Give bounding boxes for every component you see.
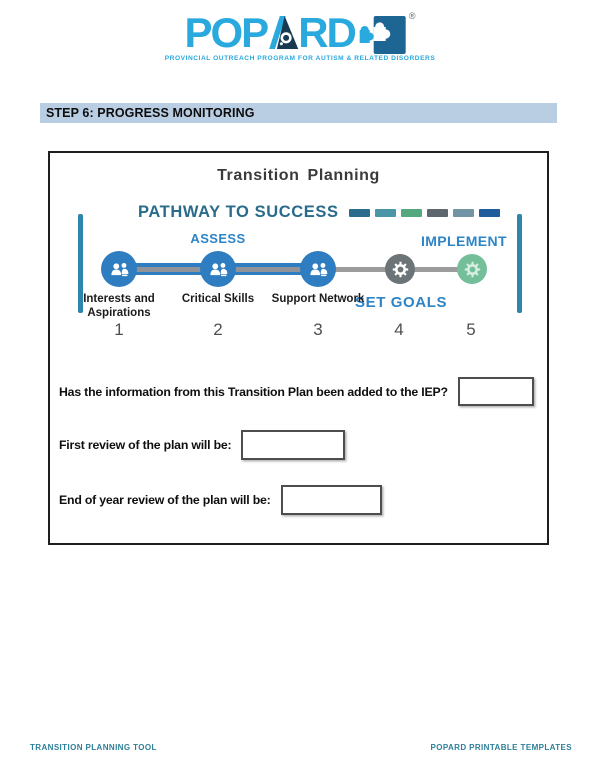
step-number-5: 5 — [466, 320, 476, 339]
gear-icon — [392, 261, 409, 278]
people-icon — [308, 262, 329, 277]
timeline-right-cap — [517, 214, 522, 313]
logo-brand-row — [184, 9, 416, 56]
first-review-input[interactable] — [241, 430, 345, 460]
step-number-4: 4 — [394, 320, 404, 339]
footer-source-label: POPARD PRINTABLE TEMPLATES — [430, 743, 572, 752]
logo-brand-rd: RD — [298, 9, 355, 56]
popard-logo — [164, 9, 436, 62]
gear-icon — [464, 261, 481, 278]
puzzle-piece-icon — [359, 14, 407, 56]
node-label-support-network: Support Network — [271, 293, 365, 305]
stage-label-assess: ASSESS — [190, 231, 246, 246]
end-of-year-review-input[interactable] — [281, 485, 382, 515]
step-number-1: 1 — [114, 320, 124, 339]
step-header-bar — [40, 103, 557, 123]
dash-segment — [427, 209, 448, 217]
timeline-node-4 — [385, 254, 415, 284]
footer-document-title: TRANSITION PLANNING TOOL — [30, 743, 157, 752]
timeline-node-1 — [101, 251, 137, 287]
question-end-of-year-label: End of year review of the plan will be: — [59, 493, 271, 507]
timeline-node-5 — [457, 254, 487, 284]
people-icon — [208, 262, 229, 277]
registered-trademark: ® — [408, 11, 416, 21]
question-first-review — [59, 430, 345, 460]
diagram-title: Transition Planning — [217, 167, 380, 184]
dash-segment — [349, 209, 370, 217]
logo-tagline: PROVINCIAL OUTREACH PROGRAM FOR AUTISM & RELATED DISORDERS — [164, 55, 436, 62]
step-number-2: 2 — [213, 320, 223, 339]
step-number-3: 3 — [313, 320, 323, 339]
step-header-title: STEP 6: PROGRESS MONITORING — [46, 106, 255, 120]
node-label-critical-skills: Critical Skills — [181, 293, 255, 305]
pathway-dashes — [349, 209, 500, 217]
logo-letter-a-icon — [268, 16, 298, 49]
node-label-interests: Interests and Aspirations — [83, 293, 155, 319]
people-icon — [109, 262, 130, 277]
logo-brand-pop: POP — [184, 9, 268, 56]
timeline-node-3 — [300, 251, 336, 287]
question-iep-added — [59, 377, 534, 406]
dash-segment — [375, 209, 396, 217]
question-end-of-year-review — [59, 485, 382, 515]
timeline-node-2 — [200, 251, 236, 287]
dash-segment — [401, 209, 422, 217]
pathway-header — [138, 203, 500, 222]
dash-segment — [479, 209, 500, 217]
question-iep-label: Has the information from this Transition Plan been added to the IEP? — [59, 384, 448, 399]
iep-added-input[interactable] — [458, 377, 534, 406]
stage-label-set-goals: SET GOALS — [355, 294, 448, 311]
pathway-title: PATHWAY TO SUCCESS — [138, 203, 339, 221]
transition-planning-box — [48, 151, 549, 545]
dash-segment — [453, 209, 474, 217]
stage-label-implement: IMPLEMENT — [420, 233, 507, 249]
question-first-review-label: First review of the plan will be: — [59, 438, 232, 452]
